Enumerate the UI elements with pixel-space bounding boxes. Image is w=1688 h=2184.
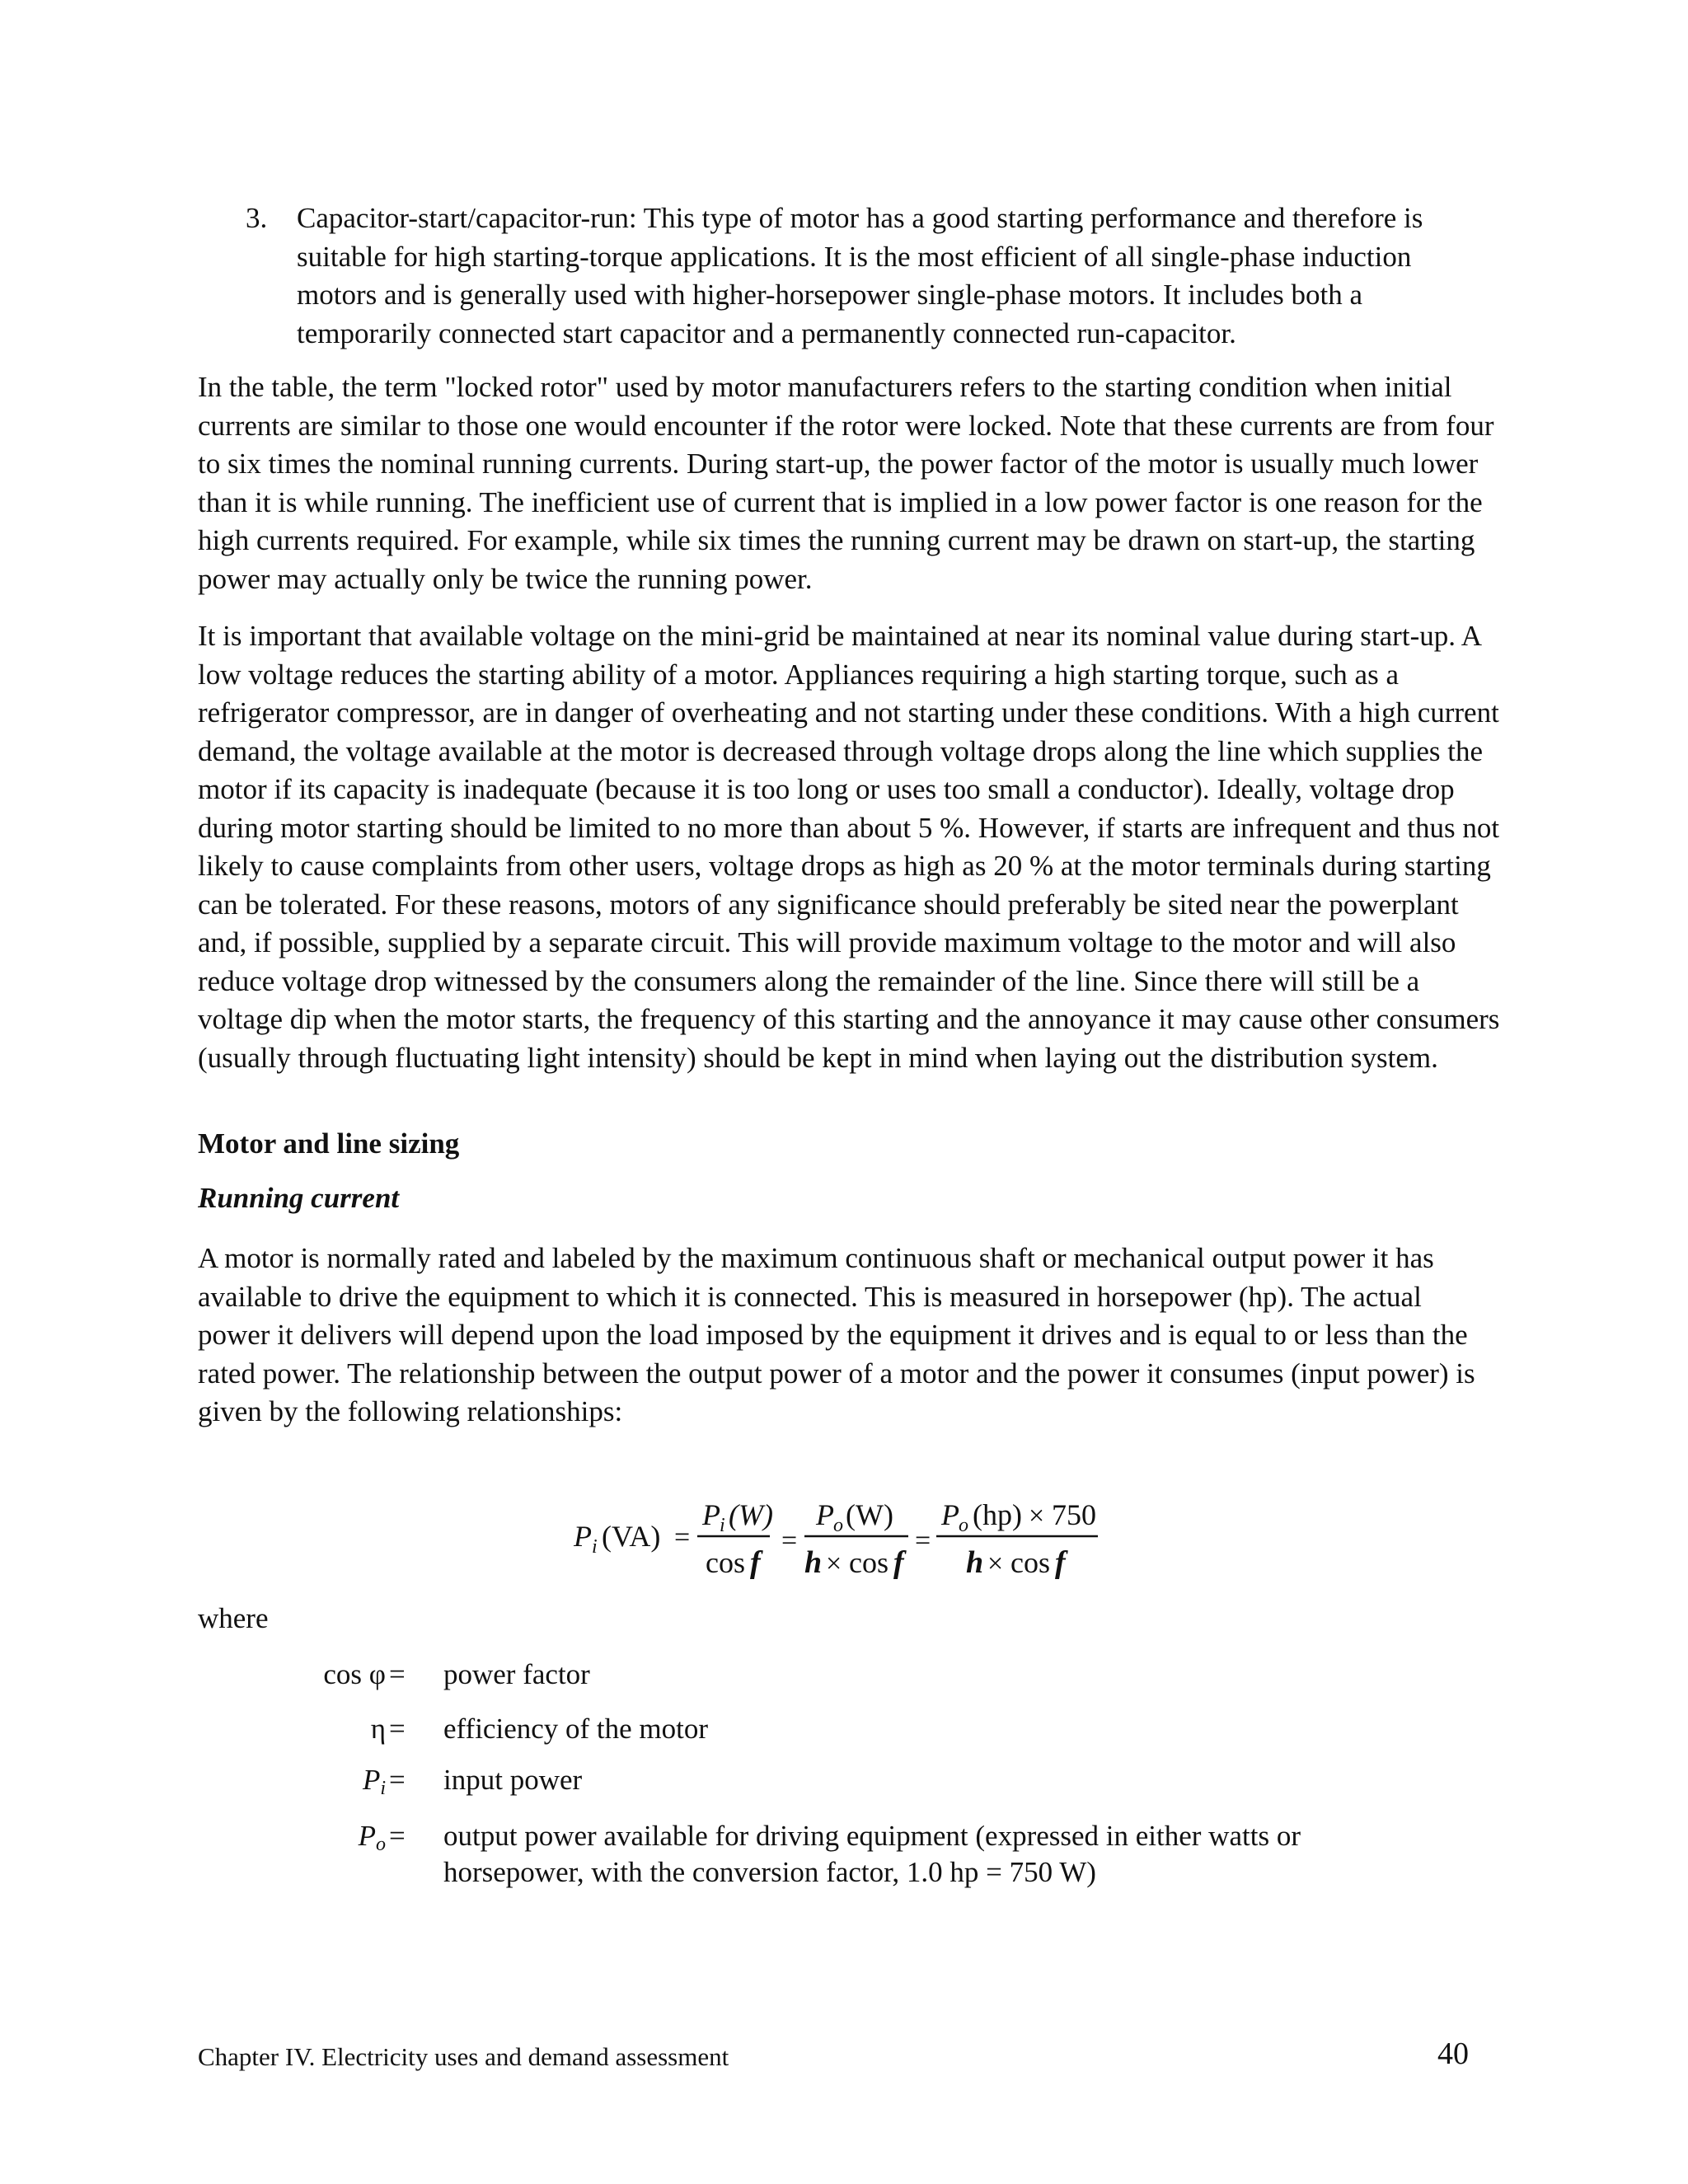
eq-f2-num-symbol: P — [816, 1498, 834, 1531]
definition-equals: = — [389, 1713, 406, 1745]
definition-text: output power available for driving equipment (expressed in either watts or horsepower, with the conversion factor, 1.0 hp = 750 W) — [443, 1820, 1301, 1888]
definition-text: input power — [443, 1764, 583, 1796]
eq-f3-num-unit: (hp) — [973, 1498, 1022, 1531]
eq-lhs-sub: i — [592, 1536, 598, 1558]
eq-f3-den-var: f — [1055, 1545, 1066, 1580]
definition-equals: = — [389, 1764, 406, 1796]
eq-f3-den-times: × — [987, 1549, 1004, 1579]
eq-f2-den-var: f — [893, 1545, 904, 1580]
eq-f3-num-sub: o — [959, 1515, 968, 1536]
eq-f3-num-times: × — [1029, 1501, 1045, 1531]
list-item-text: Capacitor-start/capacitor-run: This type of motor has a good starting performance and therefore is suitable for high starting-torque applications. It is the most efficient of all single-phase induction motors and is generally used with higher-horsepower single-phase motors. It includes both a temporarily connected start capacitor and a permanently connected run-capacitor. — [297, 202, 1423, 349]
definition-symbol: $P_o$ — [358, 1820, 386, 1855]
definition-symbol: cos φ — [323, 1658, 386, 1690]
paragraph-text: A motor is normally rated and labeled by the maximum continuous shaft or mechanical output power it has available to drive the equipment to which it is connected. This is measured in horsepower (hp). The actual power it delivers will depend upon the load imposed by the equipment it drives and is equal to or less than the rated power. The relationship between the output power of a motor and the power it consumes (input power) is given by the following relationships: — [198, 1242, 1475, 1427]
definition-equals: = — [389, 1820, 406, 1852]
section-heading: Motor and line sizing — [198, 1127, 460, 1160]
eq-f2-den-eff: h — [804, 1545, 823, 1580]
eq-f3-den-eff: h — [966, 1545, 984, 1580]
definition-equals: = — [389, 1658, 406, 1690]
eq-f2-den-fn: cos — [849, 1546, 889, 1579]
eq-f1-num-sub: i — [720, 1515, 725, 1536]
paragraph-text: It is important that available voltage on the mini-grid be maintained at near its nominal value during start-up. A low voltage reduces the starting ability of a motor. Appliances requiring a high starting torque, such as a refrigerator compressor, are in danger of overheating and not starting under these conditions. With a high current demand, the voltage available at the motor is decreased through voltage drops along the line which supplies the motor if its capacity is inadequate (because it is too long or uses too small a conductor). Ideally, voltage drop during motor starting should be limited to no more than about 5 %. However, if starts are infrequent and thus not likely to cause complaints from other users, voltage drops as high as 20 % at the motor terminals during starting can be tolerated. For these reasons, motors of any significance should preferably be sited near the powerplant and, if possible, supplied by a separate circuit. This will provide maximum voltage to the motor and will also reduce voltage drop witnessed by the consumers along the remainder of the line. Since there will still be a voltage dip when the motor starts, the frequency of this starting and the annoyance it may cause other consumers (usually through fluctuating light intensity) should be kept in mind when laying out the distribution system. — [198, 620, 1500, 1074]
eq-lhs-symbol: P — [574, 1520, 592, 1553]
eq-f2-num-unit: (W) — [846, 1498, 893, 1531]
eq-equals-2: = — [781, 1526, 798, 1556]
eq-f2-num-sub: o — [833, 1515, 843, 1536]
eq-f1-num-symbol: P — [702, 1498, 720, 1531]
paragraph-text: In the table, the term "locked rotor" used by motor manufacturers refers to the starting condition when initial currents are similar to those one would encounter if the rotor were locked. Note that these currents are from four to six times the nominal running currents. During start-up, the power factor of the motor is usually much lower than it is while running. The inefficient use of current that is implied in a low power factor is one reason for the high currents required. For example, while six times the running current may be drawn on start-up, the starting power may actually only be twice the running power. — [198, 371, 1494, 595]
eq-f1-num-unit: (W) — [729, 1498, 773, 1531]
eq-equals-1: = — [674, 1522, 691, 1553]
eq-f3-den-fn: cos — [1010, 1546, 1050, 1579]
eq-f2-den-times: × — [826, 1549, 842, 1579]
definition-text: efficiency of the motor — [443, 1713, 709, 1745]
subsection-heading: Running current — [198, 1182, 400, 1214]
eq-equals-3: = — [915, 1526, 931, 1556]
eq-f1-den-var: f — [750, 1545, 761, 1580]
where-label: where — [198, 1602, 269, 1634]
definition-symbol: $P_i$ — [362, 1764, 386, 1799]
footer-chapter-title: Chapter IV. Electricity uses and demand assessment — [198, 2042, 729, 2071]
definition-symbol: η — [370, 1713, 386, 1745]
definition-text: power factor — [443, 1658, 590, 1690]
list-number: 3. — [246, 202, 268, 234]
eq-f3-num-factor: 750 — [1052, 1498, 1096, 1531]
eq-f3-num-symbol: P — [941, 1498, 959, 1531]
eq-lhs-unit: (VA) — [602, 1520, 661, 1553]
eq-f1-den-fn: cos — [706, 1546, 745, 1579]
footer-page-number: 40 — [1437, 2036, 1469, 2071]
